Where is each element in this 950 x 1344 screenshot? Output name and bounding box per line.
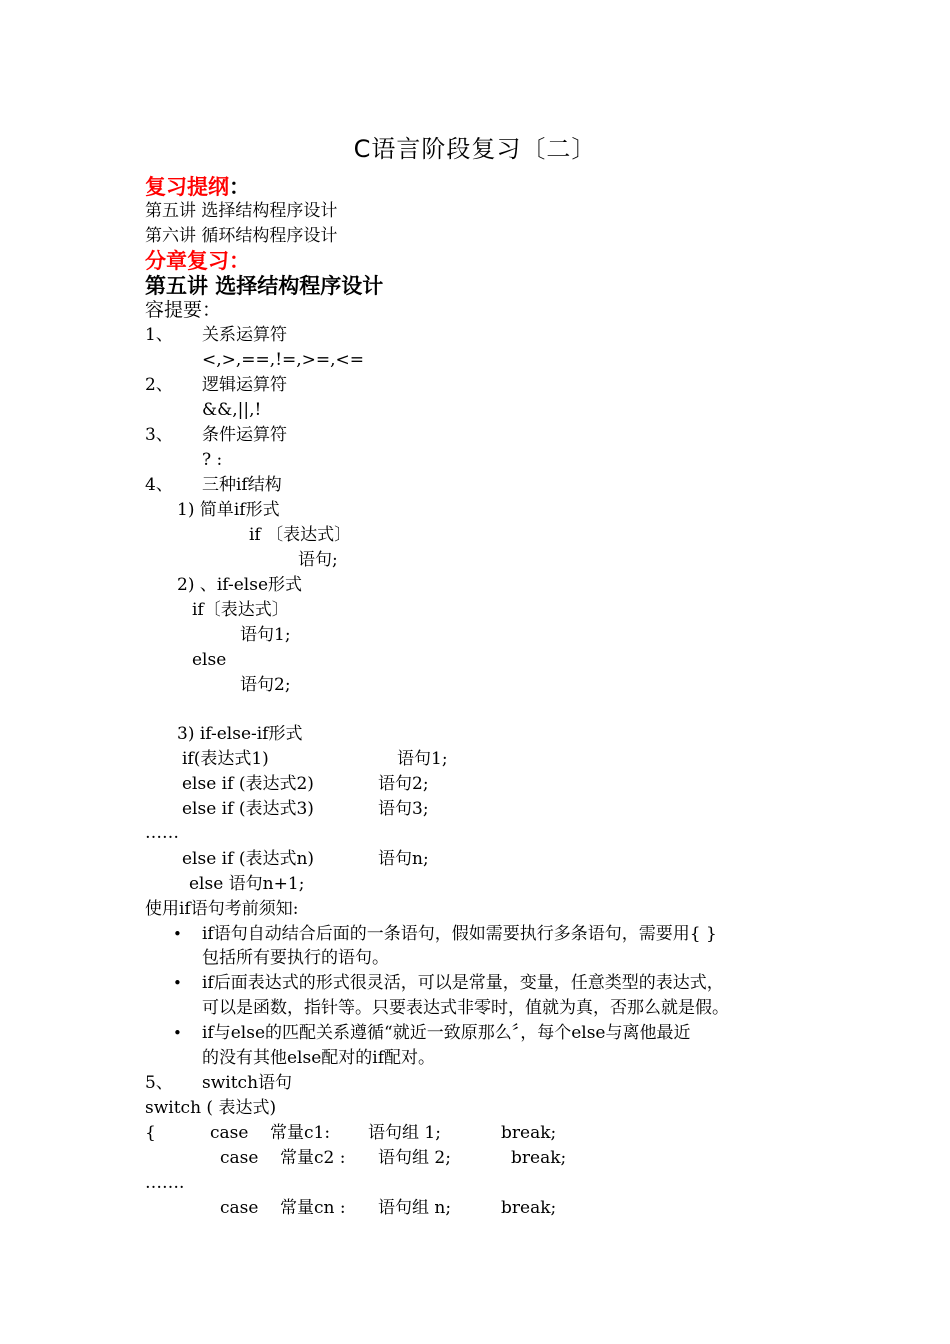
item-number: 5、	[145, 1073, 173, 1093]
code-line: case	[220, 1148, 259, 1168]
code-line: else if (表达式n)	[182, 849, 315, 869]
item-number: 1、	[145, 325, 173, 345]
code-line: {	[145, 1123, 156, 1143]
if-else-heading: 2) 、if-else形式	[177, 575, 303, 595]
item-value: ? :	[202, 450, 223, 470]
code-line: switch ( 表达式)	[145, 1098, 277, 1118]
code-line: 语句组 n;	[378, 1198, 452, 1218]
item-label: switch语句	[202, 1073, 293, 1093]
ellipsis: …….	[145, 1173, 185, 1193]
item-label: 条件运算符	[202, 425, 287, 445]
note-line: 可以是函数，指针等。只要表达式非零时，值就为真，否那么就是假。	[202, 998, 729, 1018]
code-line: if 〔表达式〕	[249, 525, 352, 545]
code-line: 语句组 1;	[368, 1123, 441, 1143]
ellipsis: ……	[145, 823, 179, 843]
outline-item: 第六讲 循环结构程序设计	[145, 226, 338, 246]
code-line: case	[220, 1198, 259, 1218]
code-line: else if (表达式2)	[182, 774, 314, 794]
notes-heading: 使用if语句考前须知:	[145, 899, 299, 919]
note-line: if语句自动结合后面的一条语句，假如需要执行多条语句，需要用{ }	[202, 924, 717, 944]
outline-heading-colon: ：	[229, 174, 250, 199]
note-line: if后面表达式的形式很灵活，可以是常量，变量，任意类型的表达式，	[202, 973, 724, 993]
if-else-if-heading: 3) if-else-if形式	[177, 724, 303, 744]
note-line: 的没有其他else配对的if配对。	[202, 1048, 436, 1068]
bullet-icon: •	[173, 925, 182, 943]
code-line: 语句;	[298, 550, 338, 570]
item-number: 3、	[145, 425, 173, 445]
code-line: 常量c1:	[270, 1123, 331, 1143]
note-line: if与else的匹配关系遵循“就近一致原那么〞，每个else与离他最近	[202, 1023, 691, 1043]
code-line: 语句1;	[240, 625, 291, 645]
item-label: 关系运算符	[202, 325, 287, 345]
item-value: <,>,==,!=,>=,<=	[202, 350, 365, 370]
outline-heading	[145, 174, 250, 200]
chapter-title: 第五讲 选择结构程序设计	[145, 274, 384, 298]
chapter-review-heading	[145, 248, 250, 274]
content-heading: 容提要：	[145, 299, 222, 321]
bullet-icon: •	[173, 974, 182, 992]
chapter-review-heading-text: 分章复习	[145, 248, 229, 273]
code-line: break;	[501, 1198, 557, 1218]
code-line: 语句2;	[378, 774, 429, 794]
page-title: C语言阶段复习〔二〕	[353, 135, 597, 163]
code-line: 常量cn :	[280, 1198, 346, 1218]
outline-item: 第五讲 选择结构程序设计	[145, 201, 338, 221]
item-value: &&,||,!	[202, 400, 262, 420]
item-label: 三种if结构	[202, 475, 282, 495]
code-line: else	[192, 650, 227, 670]
if-simple-heading: 1) 简单if形式	[177, 500, 280, 520]
code-line: else 语句n+1;	[189, 874, 305, 894]
code-line: case	[210, 1123, 249, 1143]
outline-heading-text: 复习提纲	[145, 174, 229, 199]
code-line: 语句1;	[397, 749, 448, 769]
item-label: 逻辑运算符	[202, 375, 287, 395]
code-line: break;	[501, 1123, 557, 1143]
code-line: if(表达式1)	[182, 749, 269, 769]
code-line: 语句2;	[240, 675, 291, 695]
code-line: 常量c2 :	[280, 1148, 346, 1168]
chapter-review-heading-colon: ：	[229, 248, 250, 273]
note-line: 包括所有要执行的语句。	[202, 948, 389, 968]
item-number: 2、	[145, 375, 173, 395]
code-line: 语句n;	[378, 849, 429, 869]
bullet-icon: •	[173, 1024, 182, 1042]
code-line: 语句组 2;	[378, 1148, 451, 1168]
item-number: 4、	[145, 475, 173, 495]
code-line: break;	[511, 1148, 567, 1168]
code-line: else if (表达式3)	[182, 799, 314, 819]
code-line: if〔表达式〕	[192, 600, 289, 620]
code-line: 语句3;	[378, 799, 429, 819]
